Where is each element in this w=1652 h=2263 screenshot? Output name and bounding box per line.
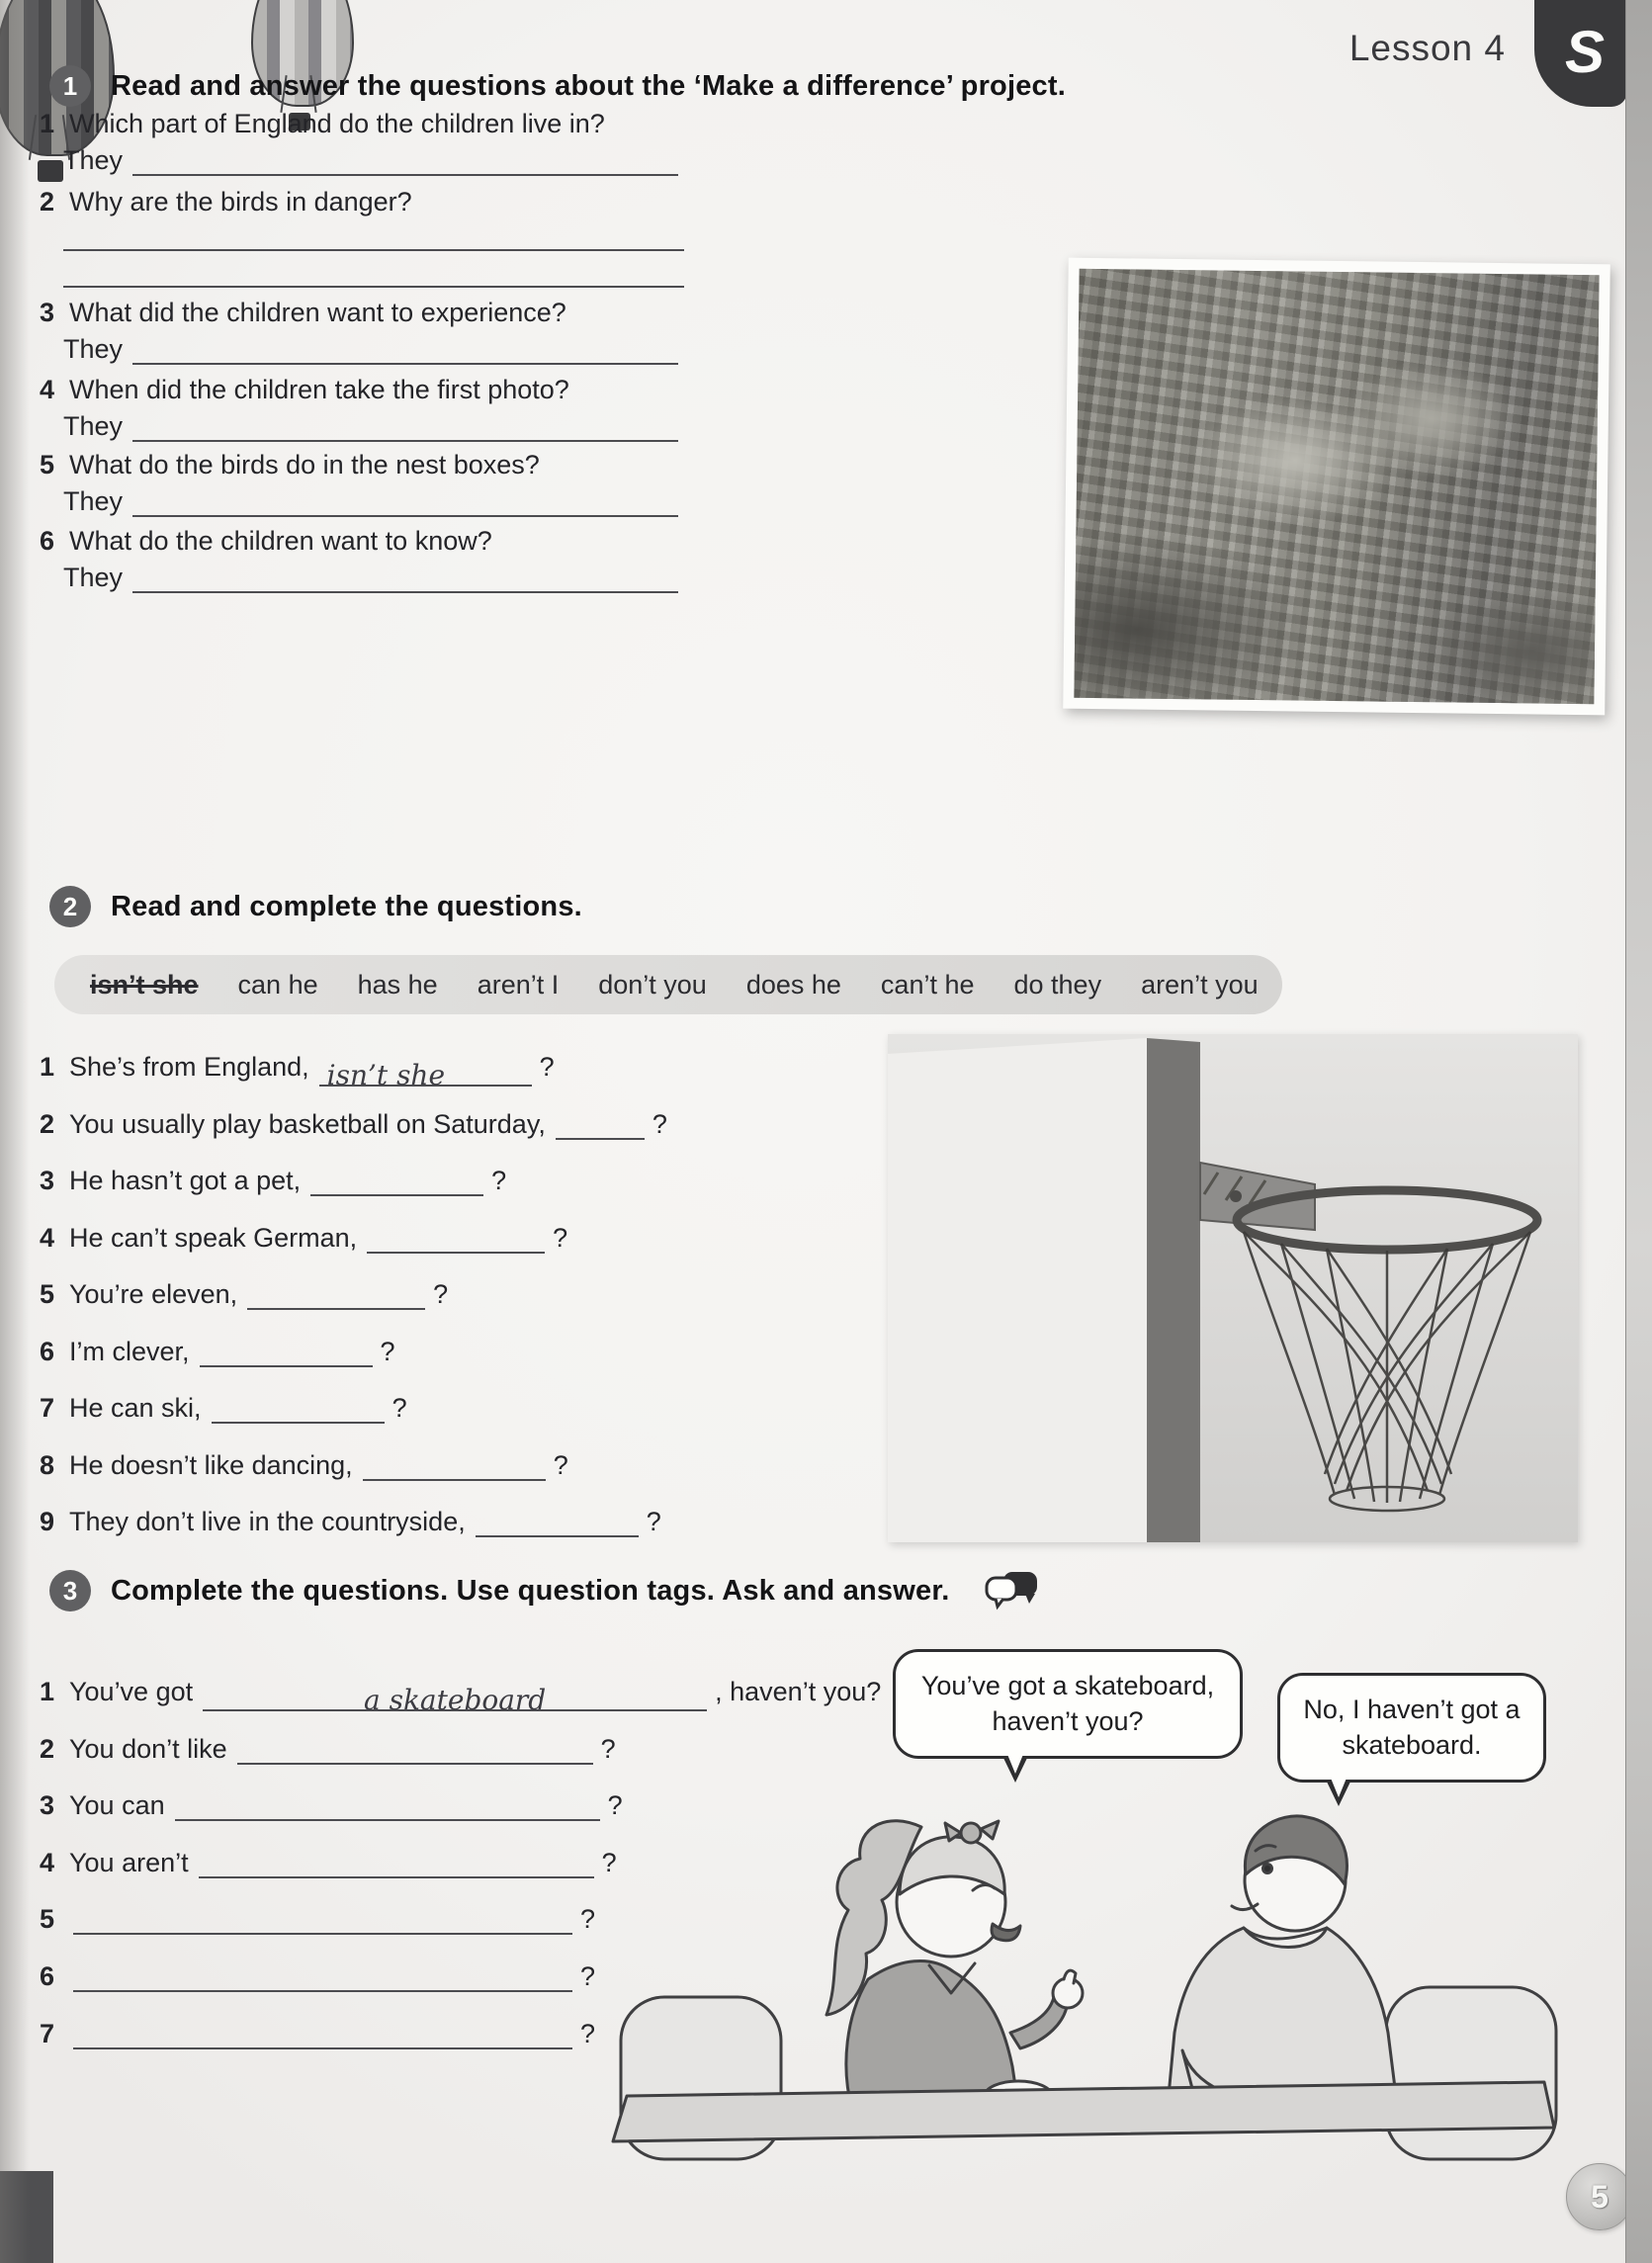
answer-line[interactable] (63, 249, 684, 251)
answer-line[interactable] (63, 286, 684, 288)
exercise3-header (49, 1570, 1041, 1611)
answer-blank[interactable] (132, 146, 678, 176)
city-aerial-photo-image (1074, 269, 1599, 704)
handwritten-answer: isn’t she (326, 1059, 446, 1091)
question: 3 What did the children want to experience? (40, 298, 566, 327)
question: 6 What do the children want to know? (40, 526, 492, 556)
answer-blank[interactable] (132, 487, 678, 517)
answer-blank[interactable] (363, 1451, 546, 1481)
answer-blank[interactable] (175, 1791, 600, 1821)
answer-blank[interactable] (199, 1849, 594, 1878)
exercise2-title: Read and complete the questions. (111, 890, 582, 922)
question: 1 Which part of England do the children live in? (40, 109, 605, 138)
tag-question: 2 You don’t like ? (40, 1734, 616, 1764)
tag-question: 1 She’s from England, isn’t she ? (40, 1052, 555, 1091)
exercise1-title: Read and answer the questions about the ‘Make a difference’ project. (111, 69, 1066, 102)
lesson-label: Lesson 4 (1348, 28, 1506, 68)
answer-blank[interactable] (319, 1057, 532, 1091)
word-bank-item: aren’t you (1141, 969, 1259, 1000)
question: 4 When did the children take the first photo? (40, 375, 569, 404)
word-bank-item: has he (357, 969, 438, 1000)
answer-blank[interactable] (247, 1280, 425, 1310)
answer-blank[interactable] (73, 2020, 572, 2049)
corner-tab-block (0, 2171, 53, 2263)
book-spine-edge (1625, 0, 1652, 2263)
answer-blank[interactable] (367, 1224, 545, 1254)
basketball-hoop-photo (888, 1034, 1578, 1542)
answer-row: They (63, 486, 686, 517)
tag-question: 4 He can’t speak German, ? (40, 1223, 568, 1253)
tag-question: 5 ? (40, 1904, 596, 1934)
word-bank-item: can’t he (880, 969, 975, 1000)
answer-blank[interactable] (212, 1394, 385, 1424)
tag-question: 1 You’ve got a skateboard , haven’t you? (40, 1677, 882, 1716)
answer-row: They (63, 563, 686, 593)
answer-row: They (63, 145, 686, 176)
speech-bubble-girl: You’ve got a skateboard, haven’t you? (893, 1649, 1243, 1759)
children-talking-illustration (603, 1803, 1572, 2179)
exercise2-header (49, 886, 582, 927)
speech-bubbles-icon (984, 1570, 1041, 1611)
handwritten-answer: a skateboard (364, 1684, 547, 1716)
tag-question: 7 ? (40, 2019, 596, 2048)
answer-row: They (63, 411, 686, 442)
exercise3-title: Complete the questions. Use question tags. Ask and answer. (111, 1574, 950, 1607)
answer-blank[interactable] (476, 1508, 639, 1537)
word-bank-item: does he (745, 969, 841, 1000)
answer-blank[interactable] (200, 1338, 373, 1367)
answer-blank[interactable] (73, 1962, 572, 1992)
tag-question: 4 You aren’t ? (40, 1848, 617, 1877)
tag-question: 2 You usually play basketball on Saturday, ? (40, 1109, 667, 1139)
unit-tab (1534, 0, 1627, 107)
tag-question: 3 He hasn’t got a pet, ? (40, 1166, 507, 1195)
exercise3-number-badge: 3 (49, 1570, 91, 1611)
answer-blank[interactable] (73, 1905, 572, 1935)
answer-blank[interactable] (310, 1167, 483, 1196)
tag-question: 6 ? (40, 1961, 596, 1991)
unit-tab-letter: S (1564, 18, 1606, 85)
answer-blank[interactable] (132, 564, 678, 593)
exercise1-number-badge: 1 (49, 65, 91, 107)
answer-row: They (63, 334, 686, 365)
question: 2 Why are the birds in danger? (40, 187, 412, 217)
exercise2-number-badge: 2 (49, 886, 91, 927)
city-aerial-photo (1063, 258, 1610, 716)
page-number-badge: 5 (1566, 2163, 1633, 2230)
answer-blank[interactable] (556, 1110, 645, 1140)
exercise1-header (49, 65, 1066, 107)
word-bank-item: can he (237, 969, 318, 1000)
tag-question: 9 They don’t live in the countryside, ? (40, 1507, 661, 1536)
speech-bubble-boy: No, I haven’t got a skateboard. (1277, 1673, 1546, 1783)
tag-question: 8 He doesn’t like dancing, ? (40, 1450, 568, 1480)
tag-question: 5 You’re eleven, ? (40, 1279, 449, 1309)
word-bank (54, 955, 1282, 1014)
tag-question: 3 You can ? (40, 1790, 623, 1820)
balloon-basket (38, 160, 63, 182)
word-bank-item: isn’t she (90, 969, 199, 1000)
word-bank-item: do they (1013, 969, 1102, 1000)
word-bank-item: don’t you (598, 969, 707, 1000)
answer-blank[interactable] (132, 335, 678, 365)
tag-question: 7 He can ski, ? (40, 1393, 407, 1423)
answer-blank[interactable] (237, 1735, 593, 1765)
question: 5 What do the birds do in the nest boxes? (40, 450, 540, 479)
word-bank-item: aren’t I (477, 969, 560, 1000)
tag-question: 6 I’m clever, ? (40, 1337, 395, 1366)
answer-blank[interactable] (132, 412, 678, 442)
